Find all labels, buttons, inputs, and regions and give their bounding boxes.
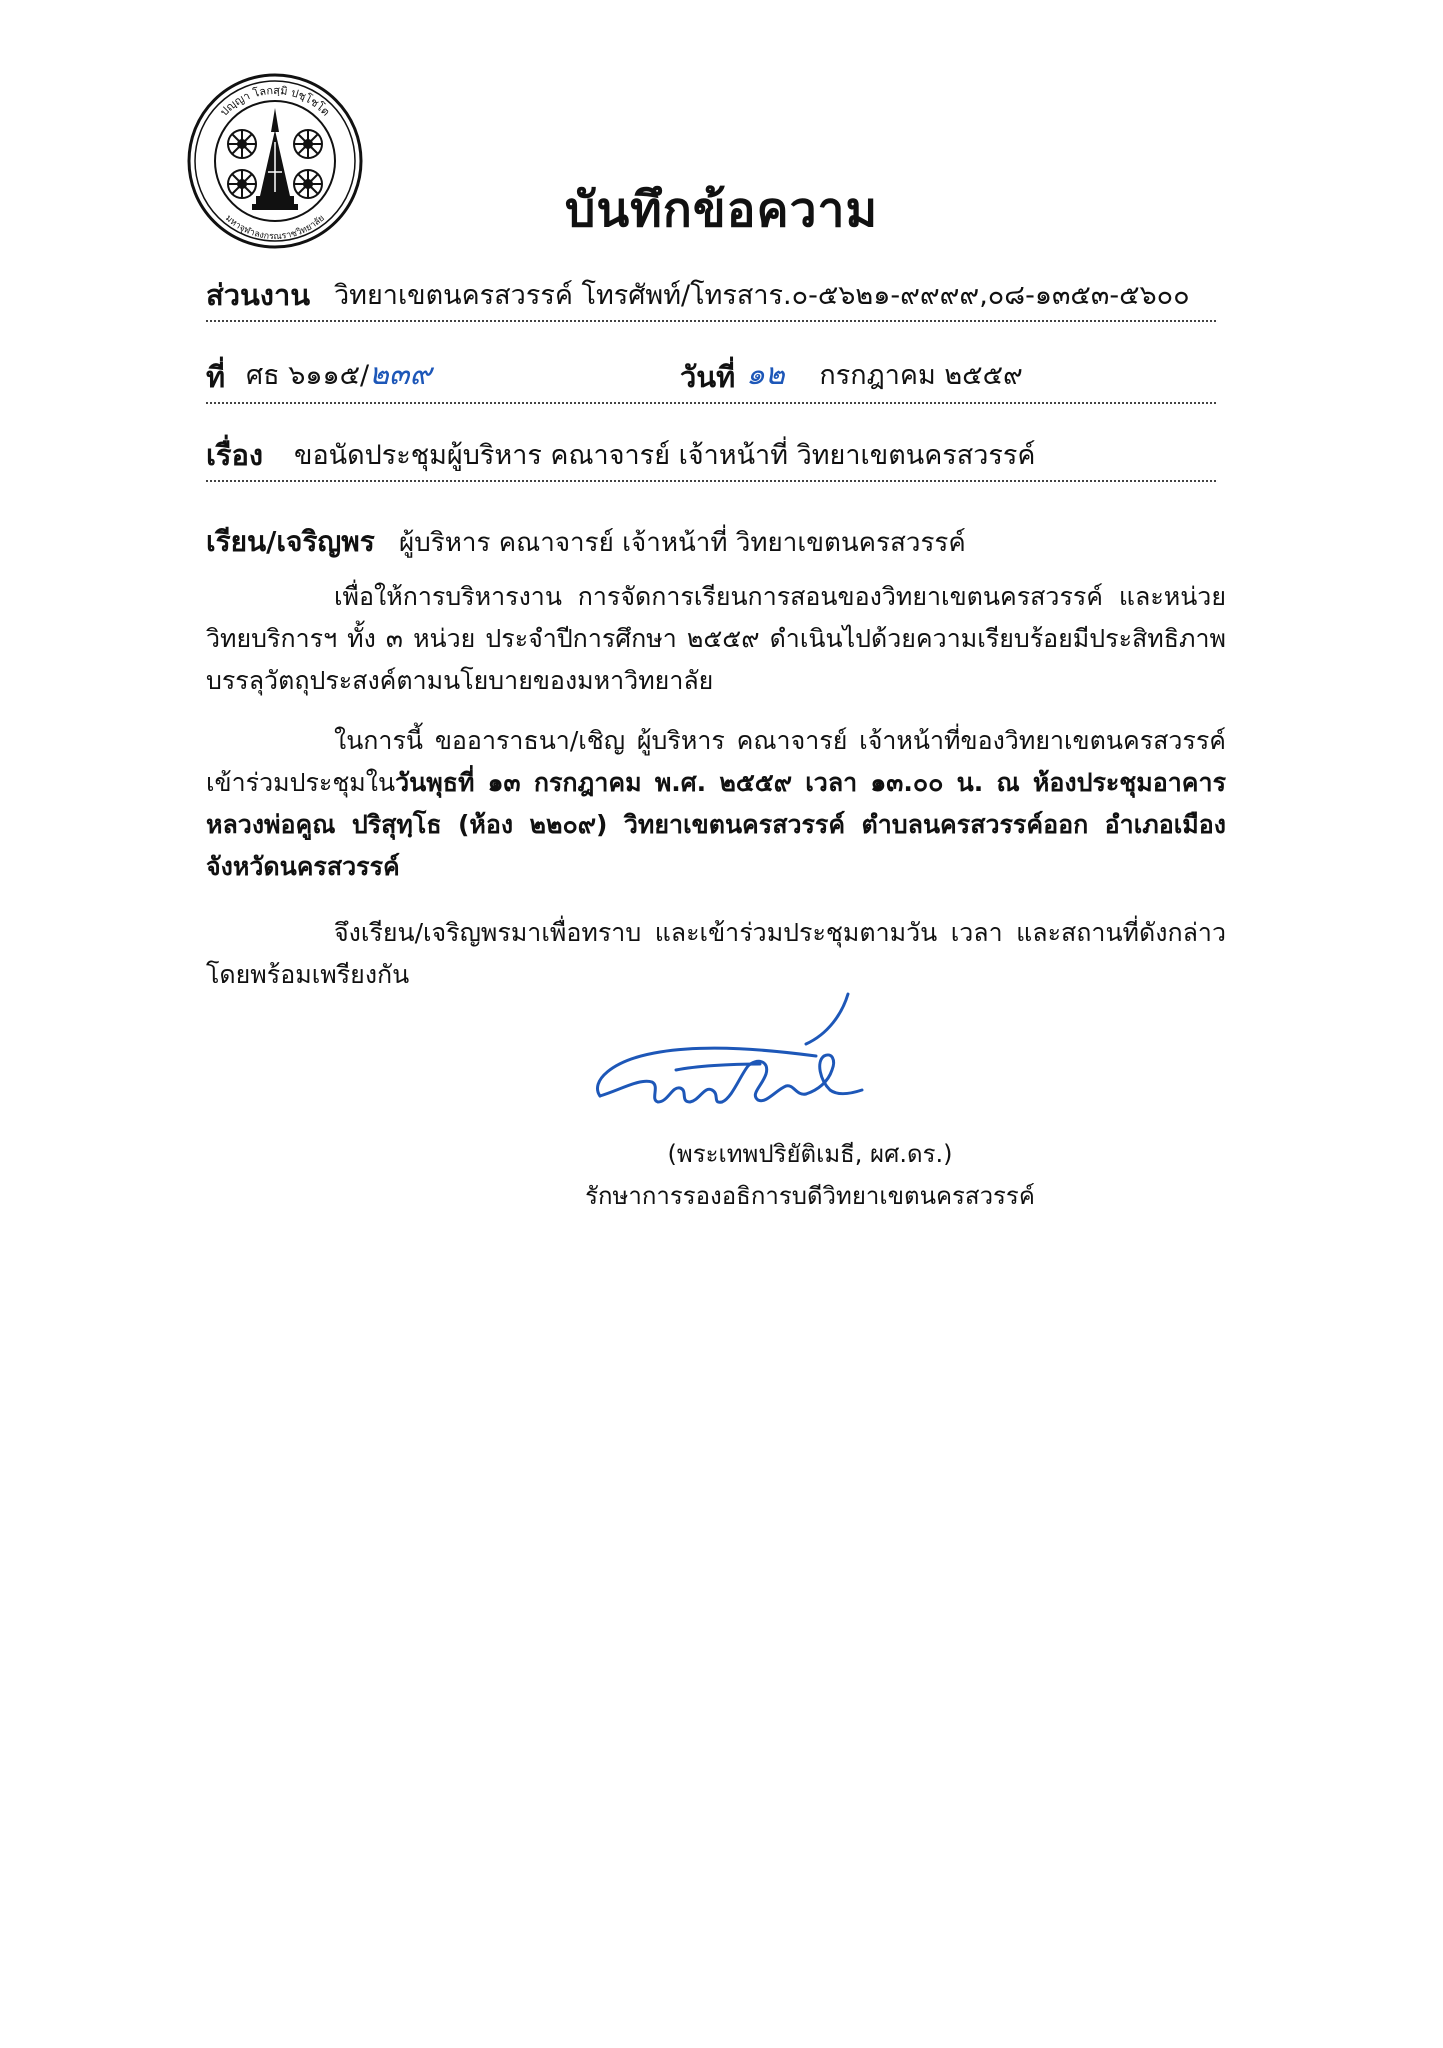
date-month-year: กรกฎาคม ๒๕๕๙ bbox=[819, 360, 1023, 391]
signature-icon bbox=[580, 990, 930, 1130]
seal-ring-bottom-text: มหาจุฬาลงกรณราชวิทยาลัย bbox=[223, 213, 327, 243]
date-value-group bbox=[746, 351, 1023, 398]
signatory-name: (พระเทพปริยัติเมธี, ผศ.ดร.) bbox=[667, 1140, 953, 1168]
body-paragraph-2 bbox=[206, 720, 1226, 888]
division-label: ส่วนงาน bbox=[206, 278, 311, 312]
reference-prefix: ศธ ๖๑๑๕/ bbox=[246, 360, 370, 391]
body-paragraph-1: เพื่อให้การบริหารงาน การจัดการเรียนการสอนของวิทยาเขตนครสวรรค์ และหน่วยวิทยบริการฯ ทั้ง ๓ หน่วย ประจำปีการศึกษา ๒๕๕๙ ดำเนินไปด้วยความเรียบร้อยมีประสิทธิภาพบรรลุวัตถุประสงค์ตามนโยบายของมหาวิทยาลัย bbox=[206, 582, 1226, 695]
addressee-line bbox=[206, 520, 966, 564]
seal-ring-top-text: ปญฺญา โลกสฺมิ ปชฺโชโต bbox=[217, 83, 333, 119]
body-paragraph-3: จึงเรียน/เจริญพรมาเพื่อทราบ และเข้าร่วมประชุมตามวัน เวลา และสถานที่ดังกล่าวโดยพร้อมเพรียงกัน bbox=[206, 918, 1226, 989]
meeting-details: วันพุธที่ ๑๓ กรกฎาคม พ.ศ. ๒๕๕๙ เวลา ๑๓.๐๐ น. ณ ห้องประชุมอาคารหลวงพ่อคูณ ปริสุทฺโธ (ห้อง ๒๒๐๙) วิทยาเขตนครสวรรค์ ตำบลนครสวรรค์ออก อำเภอเมือง จังหวัดนครสวรรค์ bbox=[206, 768, 1226, 881]
subject-value: ขอนัดประชุมผู้บริหาร คณาจารย์ เจ้าหน้าที่ วิทยาเขตนครสวรรค์ bbox=[294, 440, 1036, 471]
date-label: วันที่ bbox=[680, 360, 736, 394]
reference-value-group bbox=[246, 351, 431, 398]
addressee-value: ผู้บริหาร คณาจารย์ เจ้าหน้าที่ วิทยาเขตนครสวรรค์ bbox=[399, 528, 966, 558]
division-value: วิทยาเขตนครสวรรค์ โทรศัพท์/โทรสาร.๐-๕๖๒๑-๙๙๙๙,๐๘-๑๓๕๓-๕๖๐๐ bbox=[334, 280, 1190, 311]
division-row bbox=[206, 276, 1216, 322]
body-paragraph-2-text: ในการนี้ ขออาราธนา/เชิญ ผู้บริหาร คณาจารย์ เจ้าหน้าที่ของวิทยาเขตนครสวรรค์ เข้าร่วมประชุมใน bbox=[206, 726, 1226, 797]
subject-label: เรื่อง bbox=[206, 438, 264, 472]
handwritten-signature bbox=[580, 990, 930, 1130]
reference-number-handwritten: ๒๓๙ bbox=[369, 357, 432, 392]
document-title: บันทึกข้อความ bbox=[564, 182, 879, 238]
reference-row bbox=[206, 358, 1216, 404]
reference-label: ที่ bbox=[206, 360, 226, 394]
signatory-position: รักษาการรองอธิการบดีวิทยาเขตนครสวรรค์ bbox=[585, 1182, 1035, 1210]
date-day-handwritten: ๑๒ bbox=[746, 357, 785, 392]
subject-row bbox=[206, 436, 1216, 482]
addressee-label: เรียน/เจริญพร bbox=[206, 525, 375, 558]
